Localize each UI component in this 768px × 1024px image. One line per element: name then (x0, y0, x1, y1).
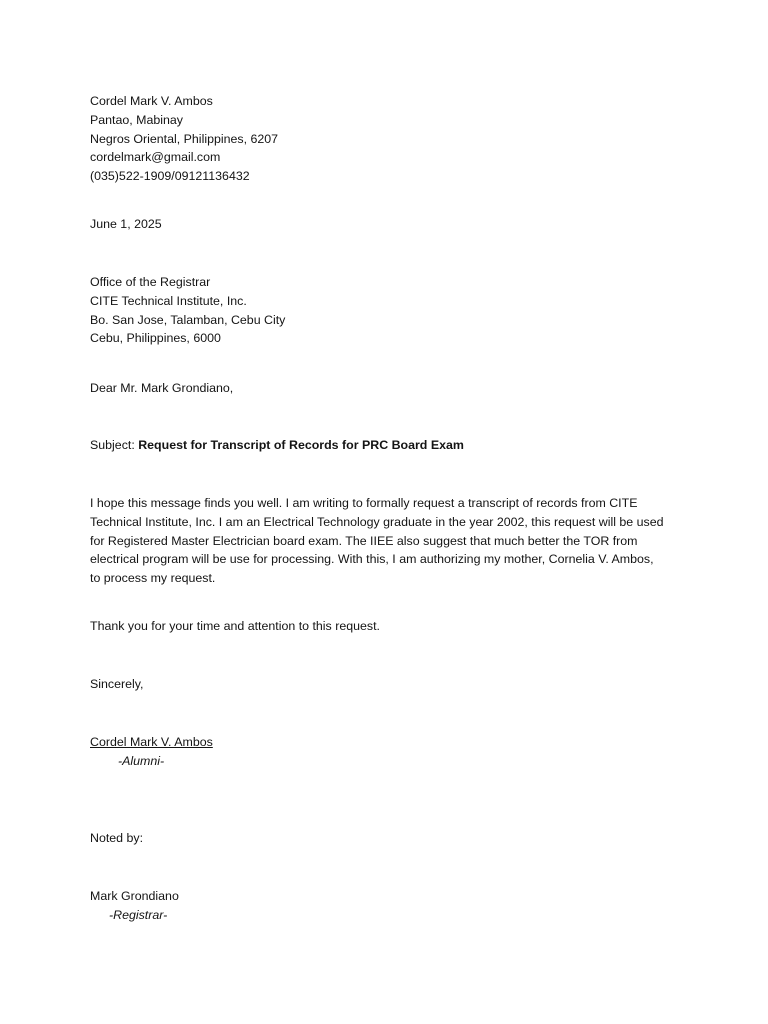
body-paragraph-1-line: to process my request. (90, 571, 216, 586)
body-paragraph-1 (90, 494, 690, 588)
body-paragraph-2-text: Thank you for your time and attention to this request. (90, 619, 380, 633)
noted-by-block (90, 829, 690, 848)
body-paragraph-1-line: electrical program will be use for processing. With this, I am authorizing my mother, Cornelia V. Ambos, (90, 552, 654, 567)
noted-name: Mark Grondiano (90, 889, 179, 903)
sender-address-line-2: Negros Oriental, Philippines, 6207 (90, 131, 279, 146)
salutation: Dear Mr. Mark Grondiano, (90, 381, 234, 395)
body-paragraph-1-line: I hope this message finds you well. I am writing to formally request a transcript of records from CITE (90, 496, 638, 510)
sender-email: cordelmark@gmail.com (90, 150, 221, 165)
subject-block (90, 436, 690, 455)
recipient-office: Office of the Registrar (90, 275, 211, 289)
noted-title: -Registrar- (109, 907, 168, 922)
sender-name: Cordel Mark V. Ambos (90, 94, 213, 108)
body-paragraph-1-line: for Registered Master Electrician board exam. The IIEE also suggest that much better the TOR from (90, 533, 638, 548)
subject-text: Request for Transcript of Records for PRC Board Exam (138, 438, 464, 452)
sender-address-line-1: Pantao, Mabinay (90, 112, 183, 127)
signature-name: Cordel Mark V. Ambos (90, 735, 213, 749)
subject-label: Subject: (90, 438, 139, 452)
signature-title: -Alumni- (118, 753, 165, 768)
sender-block (90, 92, 690, 186)
recipient-block (90, 273, 690, 348)
date-block (90, 215, 690, 234)
letter-date: June 1, 2025 (90, 217, 162, 231)
noted-by-label: Noted by: (90, 831, 144, 845)
recipient-address-line-1: Bo. San Jose, Talamban, Cebu City (90, 312, 286, 327)
signature-block (90, 733, 690, 771)
body-paragraph-2 (90, 617, 690, 636)
noted-signature-block (90, 887, 690, 925)
salutation-block (90, 379, 690, 398)
recipient-institution: CITE Technical Institute, Inc. (90, 293, 247, 308)
subject-line (90, 436, 690, 455)
closing-block (90, 675, 690, 694)
sender-phone: (035)522-1909/09121136432 (90, 169, 250, 184)
closing: Sincerely, (90, 677, 144, 691)
body-paragraph-1-line: Technical Institute, Inc. I am an Electrical Technology graduate in the year 2002, this request will be used (90, 514, 664, 529)
recipient-address-line-2: Cebu, Philippines, 6000 (90, 331, 221, 346)
